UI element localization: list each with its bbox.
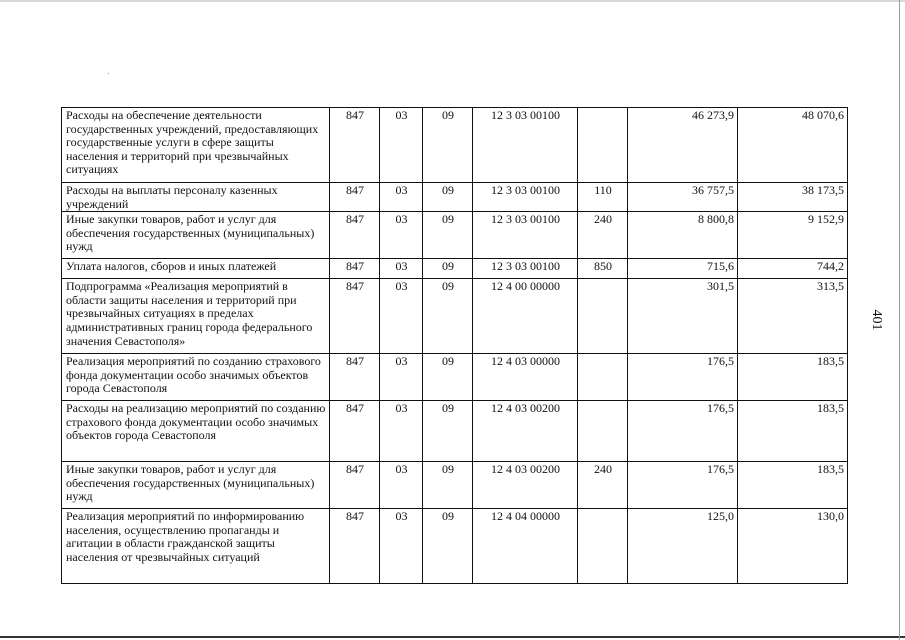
row-rz: 03 (380, 183, 423, 212)
row-name: Подпрограмма «Реализация мероприятий в области защиты населения и территорий при чрезвычайных ситуациях в пределах административных границ города федерального значения Севастополя» (62, 279, 330, 354)
row-sum-2: 130,0 (738, 509, 848, 584)
row-ved: 847 (330, 279, 380, 354)
row-sum-1: 125,0 (628, 509, 738, 584)
row-sum-1: 36 757,5 (628, 183, 738, 212)
row-csr: 12 4 00 00000 (473, 279, 578, 354)
row-sum-1: 176,5 (628, 462, 738, 509)
row-rz: 03 (380, 212, 423, 259)
row-rz: 03 (380, 354, 423, 401)
row-csr: 12 3 03 00100 (473, 259, 578, 279)
row-rz: 03 (380, 401, 423, 462)
table-row (62, 108, 848, 183)
row-pr: 09 (423, 401, 473, 462)
row-vr (578, 509, 628, 584)
row-csr: 12 4 03 00000 (473, 354, 578, 401)
row-ved: 847 (330, 462, 380, 509)
page-edge-right (899, 0, 900, 640)
row-name: Расходы на реализацию мероприятий по созданию страхового фонда документации особо значимых объектов города Севастополя (62, 401, 330, 462)
row-vr: 240 (578, 462, 628, 509)
row-pr: 09 (423, 354, 473, 401)
budget-table (61, 107, 848, 584)
row-csr: 12 4 04 00000 (473, 509, 578, 584)
row-vr (578, 401, 628, 462)
row-name: Расходы на обеспечение деятельности государственных учреждений, предоставляющих государственные услуги в сфере защиты населения и территорий при чрезвычайных ситуациях (62, 108, 330, 183)
table-row (62, 354, 848, 401)
row-rz: 03 (380, 509, 423, 584)
table-row (62, 183, 848, 212)
row-csr: 12 3 03 00100 (473, 212, 578, 259)
row-vr: 240 (578, 212, 628, 259)
row-sum-1: 46 273,9 (628, 108, 738, 183)
row-sum-2: 183,5 (738, 354, 848, 401)
row-name: Иные закупки товаров, работ и услуг для обеспечения государственных (муниципальных) нужд (62, 462, 330, 509)
row-name: Реализация мероприятий по информированию населения, осуществлению пропаганды и агитации в области гражданской защиты населения от чрезвычайных ситуаций (62, 509, 330, 584)
row-ved: 847 (330, 183, 380, 212)
row-pr: 09 (423, 259, 473, 279)
row-name: Уплата налогов, сборов и иных платежей (62, 259, 330, 279)
row-csr: 12 4 03 00200 (473, 401, 578, 462)
row-rz: 03 (380, 259, 423, 279)
page-edge-top (0, 0, 905, 2)
row-sum-2: 313,5 (738, 279, 848, 354)
row-sum-2: 744,2 (738, 259, 848, 279)
row-vr: 850 (578, 259, 628, 279)
row-sum-1: 176,5 (628, 354, 738, 401)
row-ved: 847 (330, 212, 380, 259)
row-ved: 847 (330, 509, 380, 584)
row-name: Расходы на выплаты персоналу казенных учреждений (62, 183, 330, 212)
row-pr: 09 (423, 183, 473, 212)
row-csr: 12 3 03 00100 (473, 183, 578, 212)
row-pr: 09 (423, 108, 473, 183)
row-rz: 03 (380, 279, 423, 354)
row-sum-1: 8 800,8 (628, 212, 738, 259)
table-row (62, 401, 848, 462)
page-number: 401 (869, 309, 884, 331)
row-rz: 03 (380, 108, 423, 183)
row-csr: 12 4 03 00200 (473, 462, 578, 509)
row-vr (578, 279, 628, 354)
row-name: Иные закупки товаров, работ и услуг для обеспечения государственных (муниципальных) нужд (62, 212, 330, 259)
row-sum-1: 176,5 (628, 401, 738, 462)
row-ved: 847 (330, 108, 380, 183)
table-row (62, 259, 848, 279)
scan-speck (108, 73, 109, 74)
row-sum-2: 48 070,6 (738, 108, 848, 183)
page-edge-bottom (0, 636, 905, 638)
row-rz: 03 (380, 462, 423, 509)
table-row (62, 212, 848, 259)
row-sum-1: 715,6 (628, 259, 738, 279)
row-ved: 847 (330, 354, 380, 401)
row-pr: 09 (423, 462, 473, 509)
table-row (62, 279, 848, 354)
row-ved: 847 (330, 259, 380, 279)
row-csr: 12 3 03 00100 (473, 108, 578, 183)
row-pr: 09 (423, 509, 473, 584)
row-ved: 847 (330, 401, 380, 462)
row-vr: 110 (578, 183, 628, 212)
table-row (62, 509, 848, 584)
row-sum-2: 9 152,9 (738, 212, 848, 259)
row-sum-1: 301,5 (628, 279, 738, 354)
row-name: Реализация мероприятий по созданию страхового фонда документации особо значимых объектов города Севастополя (62, 354, 330, 401)
row-sum-2: 183,5 (738, 462, 848, 509)
row-sum-2: 38 173,5 (738, 183, 848, 212)
row-pr: 09 (423, 212, 473, 259)
row-vr (578, 354, 628, 401)
table-row (62, 462, 848, 509)
row-sum-2: 183,5 (738, 401, 848, 462)
row-pr: 09 (423, 279, 473, 354)
row-vr (578, 108, 628, 183)
